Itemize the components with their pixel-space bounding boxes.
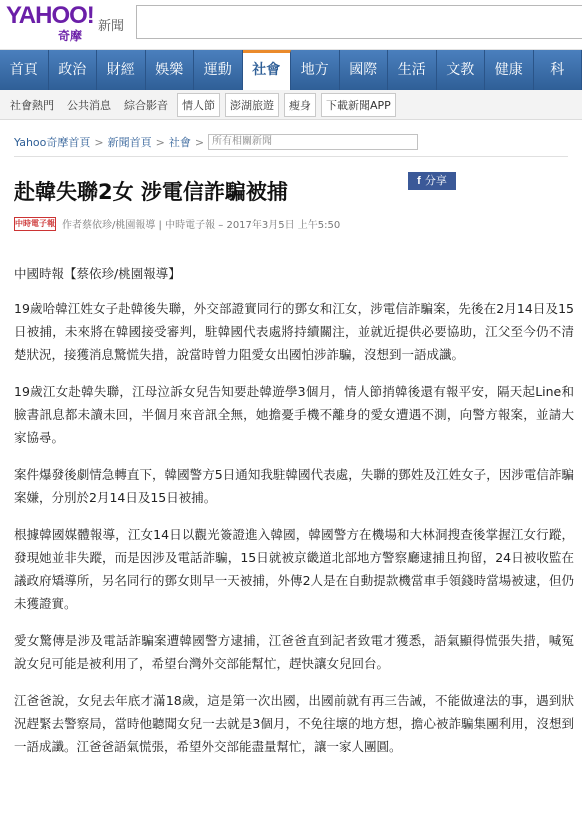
yahoo-logo[interactable] <box>6 2 125 44</box>
nav-tab-2[interactable]: 財經 <box>97 50 146 90</box>
site-section-label[interactable]: 新聞 <box>98 19 125 34</box>
nav-tab-0[interactable]: 首頁 <box>0 50 49 90</box>
breadcrumb-news[interactable]: 新聞首頁 <box>107 136 152 149</box>
nav-tab-5[interactable]: 社會 <box>243 50 292 90</box>
logo-cn: 奇摩 <box>58 29 83 43</box>
byline-text: 作者蔡依珍/桃園報導 | 中時電子報 – 2017年3月5日 上午5:50 <box>62 220 341 231</box>
share-label: 分享 <box>424 174 447 187</box>
nav-tab-9[interactable]: 文教 <box>437 50 486 90</box>
breadcrumb <box>14 134 418 150</box>
breadcrumb-society[interactable]: 社會 <box>168 136 191 149</box>
breadcrumb-separator: > <box>155 135 165 149</box>
main-nav <box>0 50 582 90</box>
search-input[interactable] <box>136 5 582 39</box>
subnav-item-3[interactable]: 情人節 <box>177 93 220 117</box>
subnav-item-2[interactable]: 綜合影音 <box>124 98 168 112</box>
subnav-item-0[interactable]: 社會熱門 <box>10 98 54 112</box>
article-lead: 中國時報【蔡依珍/桃園報導】 <box>14 266 181 281</box>
nav-tab-6[interactable]: 地方 <box>291 50 340 90</box>
byline <box>14 216 340 231</box>
article-body <box>14 262 574 772</box>
source-logo: 中時電子報 <box>14 217 56 231</box>
breadcrumb-home[interactable]: Yahoo奇摩首頁 <box>14 136 91 149</box>
article-paragraph: 根據韓國媒體報導，江女14日以觀光簽證進入韓國，韓國警方在機場和大林洞搜查後掌握江女行蹤，發現她並非失蹤，而是因涉及電話詐騙，15日就被京畿道北部地方警察廳逮捕且拘留，24日被收監在議政府矯導所，另名同行的鄧女則早一天被捕，外傳2人是在自動提款機當車手領錢時當場被逮，但仍未獲證實。 <box>14 527 574 611</box>
article-paragraph: 江爸爸說，女兒去年底才滿18歲，這是第一次出國，出國前就有再三告誡，不能做違法的事，遇到狀況趕緊去警察局，當時他聽聞女兒一去就是3個月，不免往壞的地方想，擔心被詐騙集團利用，沒想到一語成讖。江爸爸語氣慌張，希望外交部能盡量幫忙，讓一家人團圓。 <box>14 693 574 754</box>
article-paragraph: 案件爆發後劇情急轉直下，韓國警方5日通知我駐韓國代表處，失聯的鄧姓及江姓女子，因涉電信詐騙案嫌，分別於2月14日及15日被捕。 <box>14 467 574 505</box>
subnav-item-6[interactable]: 下載新聞APP <box>321 93 396 117</box>
article-paragraph: 19歲江女赴韓失聯，江母泣訴女兒告知要赴韓遊學3個月，情人節捎韓後還有報平安，隔天起Line和臉書訊息都未讀未回，半個月來音訊全無，她擔憂手機不離身的愛女遭遇不測，向警方報案，並請大家協尋。 <box>14 384 574 445</box>
facebook-share-button[interactable] <box>408 172 456 190</box>
facebook-icon: f <box>417 175 421 187</box>
nav-tab-3[interactable]: 娛樂 <box>146 50 195 90</box>
subnav-item-4[interactable]: 澎湖旅遊 <box>225 93 279 117</box>
nav-tab-7[interactable]: 國際 <box>340 50 389 90</box>
breadcrumb-separator: > <box>194 135 205 149</box>
subnav-item-5[interactable]: 瘦身 <box>284 93 316 117</box>
nav-tab-8[interactable]: 生活 <box>388 50 437 90</box>
top-header <box>0 0 582 50</box>
subnav-item-1[interactable]: 公共消息 <box>67 98 111 112</box>
divider <box>14 156 568 157</box>
sub-nav <box>0 90 582 120</box>
nav-tab-4[interactable]: 運動 <box>194 50 243 90</box>
related-news-dropdown[interactable]: 所有相關新聞 <box>208 134 418 150</box>
nav-tab-10[interactable]: 健康 <box>485 50 534 90</box>
logo-wordmark: YAHOO! <box>6 2 94 29</box>
breadcrumb-separator: > <box>94 135 104 149</box>
nav-tab-1[interactable]: 政治 <box>49 50 98 90</box>
article-paragraph: 19歲哈韓江姓女子赴韓後失聯，外交部證實同行的鄧女和江女，涉電信詐騙案，先後在2月14日及15日被捕，未來將在韓國接受審判，駐韓國代表處將持續關注，並就近提供必要協助，江父至今仍不清楚狀況，接獲消息驚慌失措，說當時曾力阻愛女出國怕涉詐騙，沒想到一語成讖。 <box>14 301 574 362</box>
nav-tab-11[interactable]: 科 <box>534 50 582 90</box>
article-paragraph: 愛女驚傳是涉及電話詐騙案遭韓國警方逮捕，江爸爸直到記者致電才獲悉，語氣顯得慌張失措，喊冤說女兒可能是被利用了，希望台灣外交部能幫忙，趕快讓女兒回台。 <box>14 633 574 671</box>
article-title: 赴韓失聯2女 涉電信詐騙被捕 <box>14 180 288 204</box>
